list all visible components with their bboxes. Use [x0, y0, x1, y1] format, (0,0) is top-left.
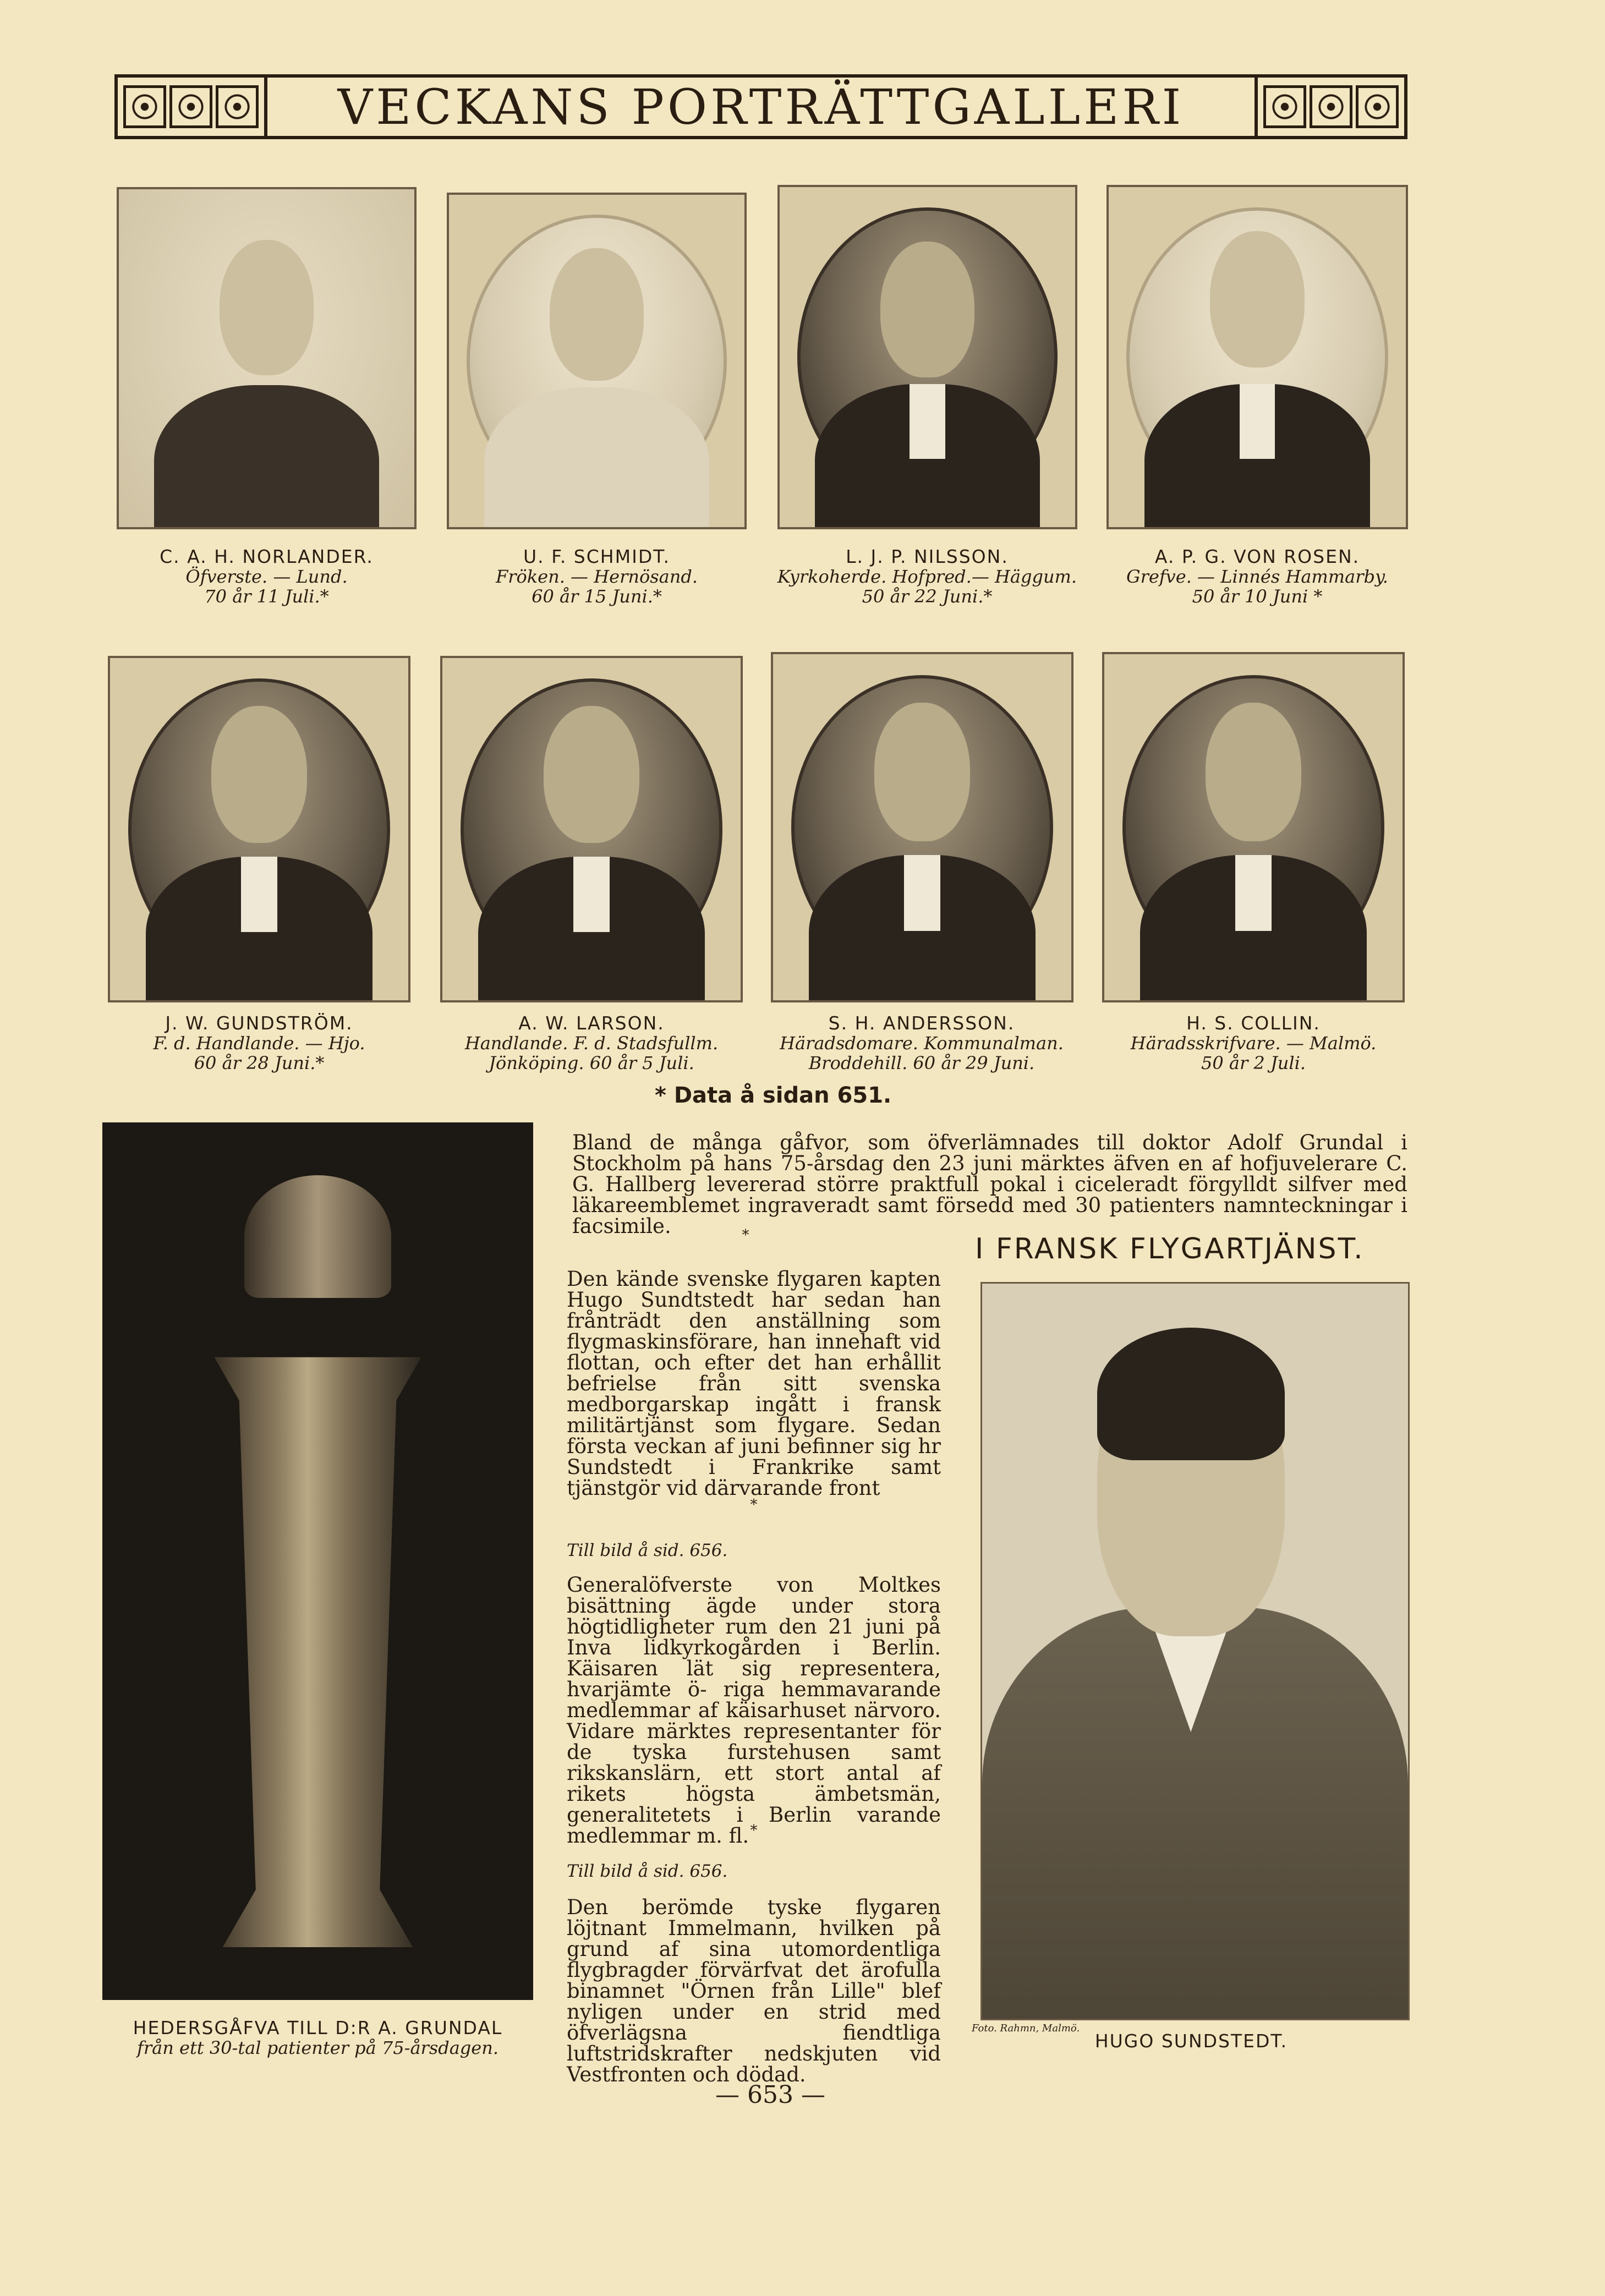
- portrait-gundstrom: [108, 656, 410, 1002]
- portrait-andersson: [771, 652, 1073, 1002]
- grundal-article: Bland de många gåfvor, som öfverlämnades till doktor Adolf Grundal i Stockholm på hans 75-årsdag den 23 juni märktes äfven en af hofjuvelerare C. G. Hallberg levererad större praktfull pokal i ciceleradt förgylldt silfver med läkareemblemet ingraveradt samt försedd med 30 patienters namnteckningar i facsimile.: [572, 1131, 1407, 1238]
- ornament-left: [118, 78, 267, 136]
- trophy-photo: [102, 1122, 533, 2000]
- sundstedt-photo: [980, 1282, 1410, 2020]
- caption-nilsson: L. J. P. NILSSON. Kyrkoherde. Hofpred.— Häggum. 50 år 22 Juni.*: [777, 546, 1077, 607]
- caption-von-rosen: A. P. G. VON ROSEN. Grefve. — Linnés Hammarby. 50 år 10 Juni *: [1126, 546, 1388, 607]
- portrait-nilsson: [777, 185, 1077, 529]
- portrait-larson: [440, 656, 743, 1002]
- page-title: VECKANS PORTRÄTTGALLERI: [337, 78, 1185, 135]
- trophy-caption: HEDERSGÅFVA TILL D:R A. GRUNDAL från ett 30-tal patienter på 75-årsdagen.: [133, 2017, 503, 2058]
- photo-credit: Foto. Rahmn, Malmö.: [972, 2023, 1080, 2034]
- caption-collin: H. S. COLLIN. Häradsskrifvare. — Malmö. 50 år 2 Juli.: [1130, 1012, 1377, 1073]
- separator-2: *: [750, 1497, 758, 1513]
- bild-label-2: Till bild å sid. 656.: [567, 1861, 728, 1881]
- caption-andersson: S. H. ANDERSSON. Häradsdomare. Kommunalman. Broddehill. 60 år 29 Juni.: [780, 1012, 1064, 1073]
- page-number: — 653 —: [715, 2081, 825, 2109]
- flyg-article: Den kände svenske flygaren kapten Hugo Sundtstedt har sedan han frånträdt den anställning som flygmaskinsförare, han innehaft vid flottan, och efter det han erhållit befrielse från sitt svenska medborgarskap ingått i fransk militärtjänst som flygare. Sedan första veckan af juni befinner sig hr Sundstedt i Frankrike samt tjänstgör vid därvarande front: [567, 1267, 941, 1500]
- caption-larson: A. W. LARSON. Handlande. F. d. Stadsfullm. Jönköping. 60 år 5 Juli.: [464, 1012, 719, 1073]
- ornament-right: [1255, 78, 1404, 136]
- separator-3: *: [750, 1822, 758, 1839]
- separator-1: *: [742, 1227, 749, 1243]
- data-note: * Data å sidan 651.: [655, 1083, 892, 1108]
- flyg-heading: I FRANSK FLYGARTJÄNST.: [975, 1232, 1365, 1265]
- portrait-von-rosen: [1106, 185, 1408, 529]
- bild-label-1: Till bild å sid. 656.: [567, 1541, 728, 1560]
- portrait-schmidt: [447, 193, 747, 529]
- portrait-norlander: [117, 187, 417, 529]
- caption-schmidt: U. F. SCHMIDT. Fröken. — Hernösand. 60 år 15 Juni.*: [496, 546, 698, 607]
- sundstedt-caption: HUGO SUNDSTEDT.: [1094, 2030, 1288, 2052]
- caption-gundstrom: J. W. GUNDSTRÖM. F. d. Handlande. — Hjo. 60 år 28 Juni.*: [153, 1012, 365, 1073]
- title-banner: [114, 74, 1407, 139]
- moltke-article: Generalöfverste von Moltkes bisättning ägde under stora högtidligheter rum den 21 juni på Inva lidkyrkogården i Berlin. Käisaren lät sig representera, hvarjämte ö- riga hemmavarande medlemmar af käisarhuset närvoro. Vidare märktes representanter för de tyska furstehusen samt rikskanslärn, ett stort antal af rikets högsta ämbetsmän, generalitetets i Berlin varande medlemmar m. fl.: [567, 1573, 941, 1848]
- portrait-collin: [1102, 652, 1405, 1002]
- caption-norlander: C. A. H. NORLANDER. Öfverste. — Lund. 70 år 11 Juli.*: [160, 546, 374, 607]
- immelmann-article: Den berömde tyske flygaren löjtnant Immelmann, hvilken på grund af sina utomordentliga flygbragder förvärfvat det ärofulla binamnet "Örnen från Lille" blef nyligen under en strid med öfverlägsna fiendtliga luftstridskrafter nedskjuten vid Vestfronten och dödad.: [567, 1895, 941, 2086]
